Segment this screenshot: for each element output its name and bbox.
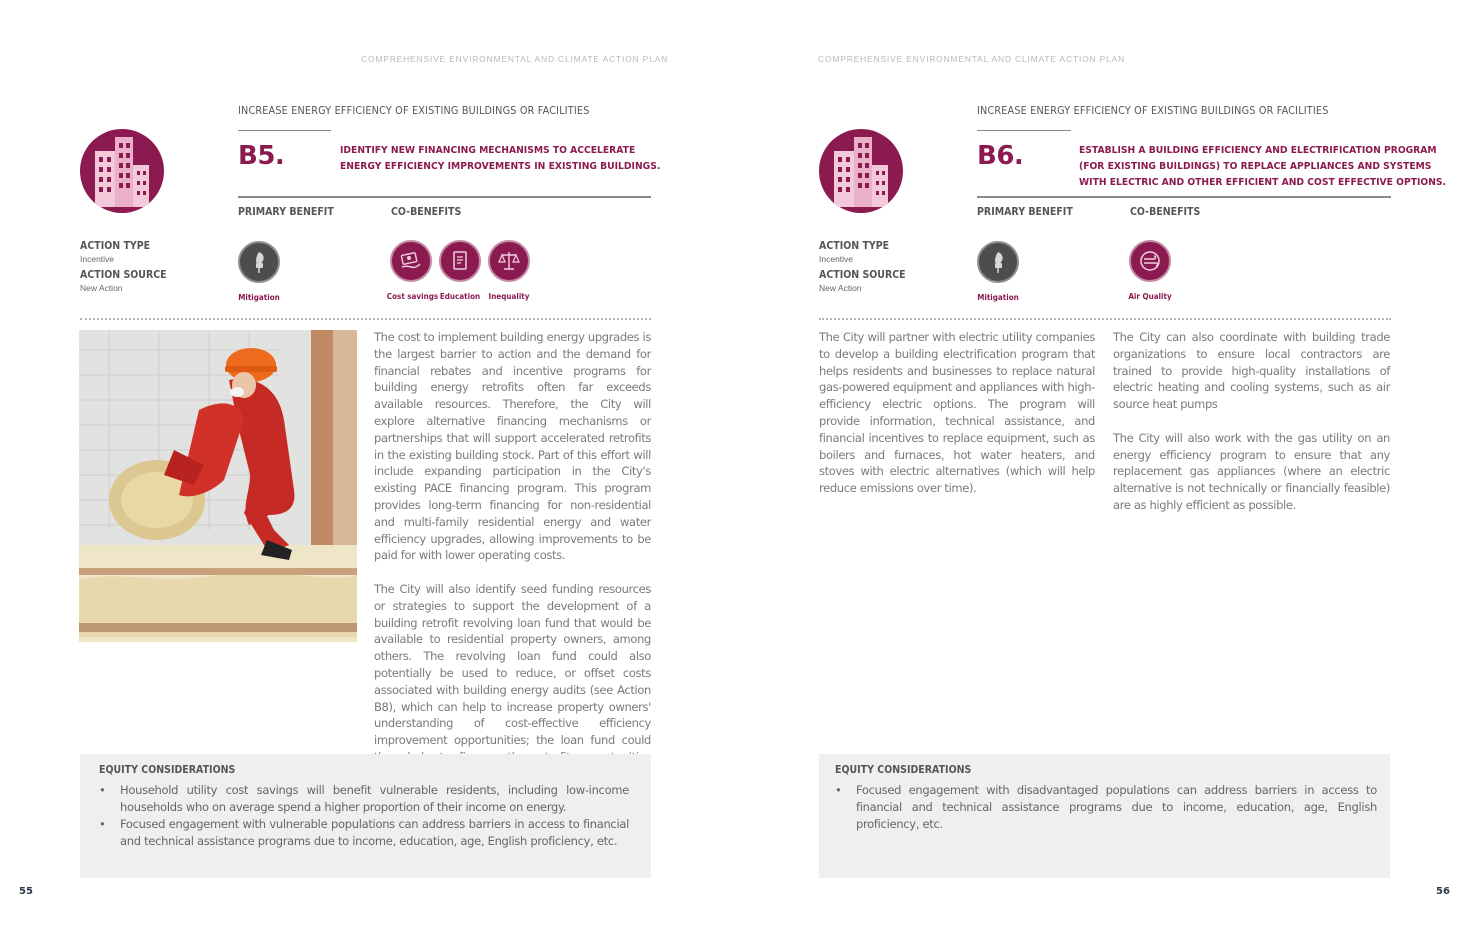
buildings-icon — [80, 129, 164, 213]
running-head-right: COMPREHENSIVE ENVIRONMENTAL AND CLIMATE ACTION PLAN — [818, 54, 1126, 64]
body-text-left — [374, 329, 651, 783]
action-source-value: New Action — [819, 283, 862, 293]
equity-box-left — [80, 754, 651, 878]
equity-box-right — [819, 754, 1390, 878]
money-hand-icon — [390, 240, 432, 282]
buildings-icon — [819, 129, 903, 213]
action-code-b5: B5. — [238, 141, 285, 171]
action-source-label: ACTION SOURCE — [80, 269, 167, 281]
title-rule-right — [977, 196, 1391, 198]
action-title-b5 — [340, 143, 688, 175]
book-icon — [439, 240, 481, 282]
body-text-right-col2 — [1113, 329, 1390, 514]
equity-list — [99, 782, 629, 850]
insulation-photo — [79, 330, 357, 642]
action-type-value: Incentive — [80, 254, 115, 264]
equity-title: EQUITY CONSIDERATIONS — [99, 764, 236, 776]
page-number-right: 56 — [1436, 886, 1450, 897]
action-type-value: Incentive — [819, 254, 854, 264]
body-paragraph: The City can also coordinate with building trade organizations to ensure local contractors are trained to provide high-quality installations of electric heating and cooling systems, such as air source heat pumps — [1113, 330, 1390, 412]
cost-savings-label: Cost savings — [386, 292, 439, 301]
equity-item: • Household utility cost savings will benefit vulnerable residents, including low-income households who on average spend a higher proportion of their income on energy. — [99, 782, 629, 816]
education-label: Education — [439, 292, 481, 301]
air-quality-label: Air Quality — [1128, 292, 1172, 301]
action-code-b6: B6. — [977, 141, 1024, 171]
co-benefits-label: CO-BENEFITS — [1130, 206, 1201, 218]
dotted-divider-right — [819, 318, 1391, 320]
scales-icon — [488, 240, 530, 282]
equity-item: • Focused engagement with vulnerable populations can address barriers in access to financial and technical assistance programs due to income, education, age, English proficiency, etc. — [99, 816, 629, 850]
short-rule-right — [977, 130, 1071, 131]
co-benefits-label: CO-BENEFITS — [391, 206, 462, 218]
action-type-label: ACTION TYPE — [819, 240, 890, 252]
short-rule-left — [238, 130, 331, 131]
page-number-left: 55 — [19, 886, 33, 897]
action-source-value: New Action — [80, 283, 123, 293]
inequality-label: Inequality — [488, 292, 530, 301]
mitigation-label: Mitigation — [238, 293, 280, 302]
plug-leaf-icon — [238, 241, 280, 283]
action-title-line: ESTABLISH A BUILDING EFFICIENCY AND ELECTRIFICATION PROGRAM — [1079, 145, 1437, 156]
body-paragraph: The City will partner with electric utility companies to develop a building electrification program that helps residents and businesses to replace natural gas-powered equipment and appliances with high-efficiency electric options. The program will provide information, technical assistance, and financial incentives to replace equipment, such as boilers and furnaces, hot water heaters, and stoves with electric alternatives (which will help reduce emissions over time). — [819, 330, 1095, 496]
dotted-divider-left — [80, 318, 651, 320]
running-head-left: COMPREHENSIVE ENVIRONMENTAL AND CLIMATE ACTION PLAN — [361, 54, 669, 64]
action-title-line: WITH ELECTRIC AND OTHER EFFICIENT AND COST EFFECTIVE OPTIONS. — [1079, 177, 1447, 188]
action-title-b6 — [1079, 143, 1469, 191]
equity-title: EQUITY CONSIDERATIONS — [835, 764, 972, 776]
mitigation-label: Mitigation — [977, 293, 1019, 302]
section-head-right: INCREASE ENERGY EFFICIENCY OF EXISTING BUILDINGS OR FACILITIES — [977, 105, 1329, 117]
section-head-left: INCREASE ENERGY EFFICIENCY OF EXISTING BUILDINGS OR FACILITIES — [238, 105, 590, 117]
primary-benefit-label: PRIMARY BENEFIT — [238, 206, 334, 218]
action-source-label: ACTION SOURCE — [819, 269, 906, 281]
body-paragraph: The City will also work with the gas utility on an energy efficiency program to ensure that any replacement gas appliances (where an electric alternative is not technically or financially feasible) are as highly efficient as possible. — [1113, 430, 1390, 512]
body-text-right-col1 — [819, 329, 1095, 497]
primary-benefit-label: PRIMARY BENEFIT — [977, 206, 1073, 218]
action-title-line: IDENTIFY NEW FINANCING MECHANISMS TO ACCELERATE — [340, 145, 636, 156]
title-rule-left — [238, 196, 651, 198]
action-title-line: (FOR EXISTING BUILDINGS) TO REPLACE APPLIANCES AND SYSTEMS — [1079, 161, 1432, 172]
action-type-label: ACTION TYPE — [80, 240, 151, 252]
plug-leaf-icon — [977, 241, 1019, 283]
equity-item: • Focused engagement with disadvantaged populations can address barriers in access to financial and technical assistance programs due to income, education, age, English proficiency, etc. — [835, 782, 1377, 833]
action-title-line: ENERGY EFFICIENCY IMPROVEMENTS IN EXISTING BUILDINGS. — [340, 161, 661, 172]
air-quality-icon — [1129, 240, 1171, 282]
body-paragraph: The City will also identify seed funding resources or strategies to support the development of a building retrofit revolving loan fund that would be available to residential property owners, among others. The revolving loan fund could also potentially be used to reduce, or offset costs associated with building energy audits (see Action B8), which can help to increase property owners' understanding of cost-effective efficiency improvement opportunities; the loan fund could — [374, 581, 651, 748]
body-paragraph: The cost to implement building energy upgrades is the largest barrier to action and the demand for financial rebates and incentive programs for building energy retrofits often far exceeds available resources. Therefore, the City will explore alternative financing mechanisms or partnerships that will support accelerated retrofits in the existing building stock. Part of this effort will include expanding participation in the City's existing PACE financing program. This program provides long-term financing for non-residential and multi-family residential energy and water efficiency upgrades, allowing improvements to be paid for with lower operating costs. — [374, 330, 651, 563]
equity-list — [835, 782, 1377, 833]
